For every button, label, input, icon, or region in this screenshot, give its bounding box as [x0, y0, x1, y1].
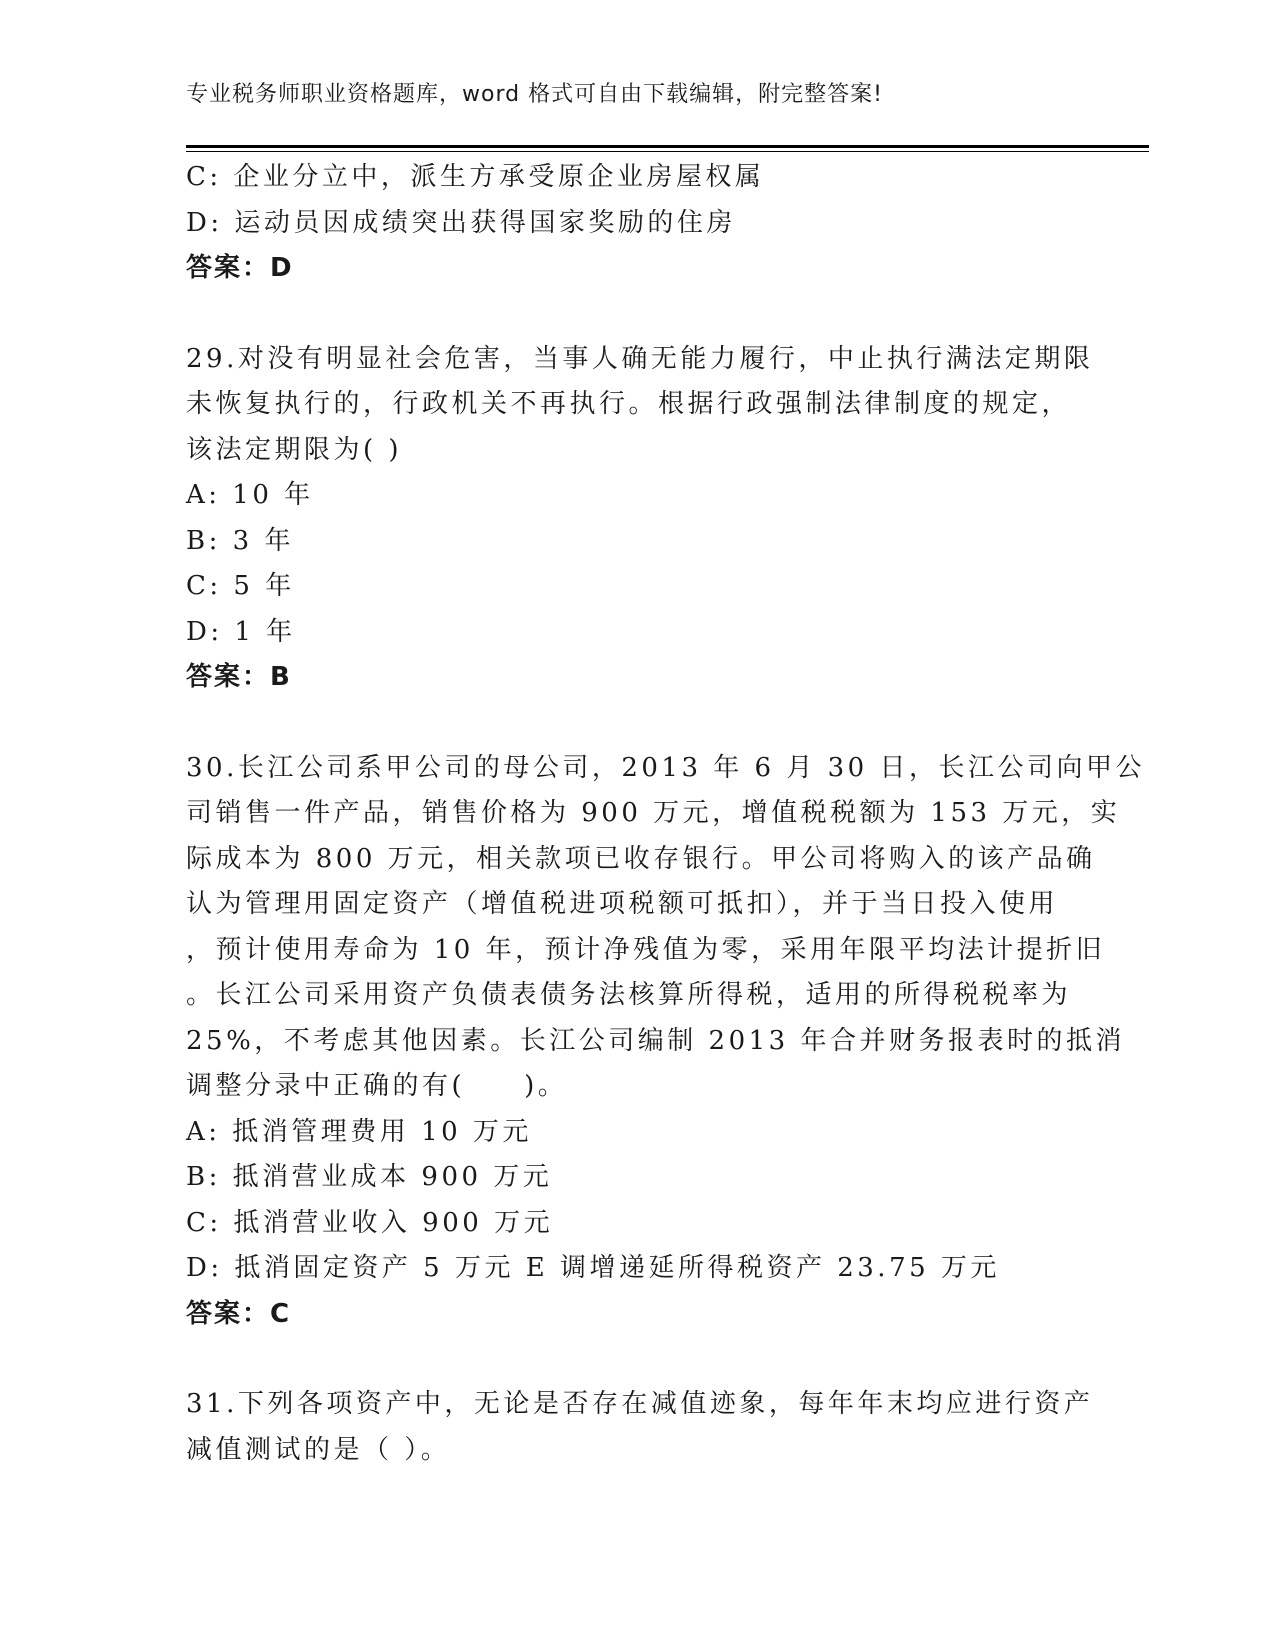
q30-stem-line: 际成本为 800 万元，相关款项已收存银行。甲公司将购入的该产品确 — [186, 843, 1096, 874]
q30-stem-line: 30.长江公司系甲公司的母公司，2013 年 6 月 30 日，长江公司向甲公 — [186, 752, 1145, 783]
q30-option-a: A: 抵消管理费用 10 万元 — [186, 1116, 532, 1147]
q29-option-a: A: 10 年 — [186, 480, 314, 510]
option-c: C: 企业分立中，派生方承受原企业房屋权属 — [186, 162, 765, 192]
header-rule-thick — [186, 145, 1149, 148]
q29-answer: 答案：B — [186, 662, 292, 692]
q29-stem-line: 该法定期限为( ) — [186, 434, 403, 465]
question-content — [186, 155, 1145, 1473]
q30-stem-line: 认为管理用固定资产（增值税进项税额可抵扣），并于当日投入使用 — [186, 889, 1059, 919]
q30-stem-line: ，预计使用寿命为 10 年，预计净残值为零，采用年限平均法计提折旧 — [186, 934, 1106, 965]
q30-stem-line: 25%，不考虑其他因素。长江公司编制 2013 年合并财务报表时的抵消 — [186, 1025, 1125, 1056]
q30-stem-line: 。长江公司采用资产负债表债务法核算所得税，适用的所得税税率为 — [186, 980, 1072, 1010]
q29-option-c: C: 5 年 — [186, 571, 295, 601]
q29-option-d: D: 1 年 — [186, 616, 296, 647]
spacer — [186, 292, 1086, 337]
q30-option-d: D: 抵消固定资产 5 万元 E 调增递延所得税资产 23.75 万元 — [186, 1253, 1000, 1283]
spacer — [186, 701, 1086, 746]
page-header: 专业税务师职业资格题库，word 格式可自由下载编辑，附完整答案! — [186, 82, 883, 107]
spacer — [186, 1337, 1086, 1382]
q29-stem-line: 未恢复执行的，行政机关不再执行。根据行政强制法律制度的规定， — [186, 389, 1072, 419]
q30-stem-line: 调整分录中正确的有( )。 — [186, 1071, 568, 1101]
q30-option-c: C: 抵消营业收入 900 万元 — [186, 1207, 554, 1238]
q30-stem-line: 司销售一件产品，销售价格为 900 万元，增值税税额为 153 万元，实 — [186, 798, 1121, 828]
q31-stem-line: 减值测试的是（ ）。 — [186, 1434, 451, 1465]
q29-option-b: B: 3 年 — [186, 525, 294, 556]
q29-stem-line: 29.对没有明显社会危害，当事人确无能力履行，中止执行满法定期限 — [186, 343, 1094, 374]
answer-line: 答案：D — [186, 253, 294, 283]
q30-option-b: B: 抵消营业成本 900 万元 — [186, 1162, 553, 1192]
q30-answer: 答案：C — [186, 1298, 292, 1329]
option-d: D: 运动员因成绩突出获得国家奖励的住房 — [186, 207, 736, 238]
header-rule-thin — [186, 151, 1149, 152]
q31-stem-line: 31.下列各项资产中，无论是否存在减值迹象，每年年末均应进行资产 — [186, 1389, 1094, 1419]
